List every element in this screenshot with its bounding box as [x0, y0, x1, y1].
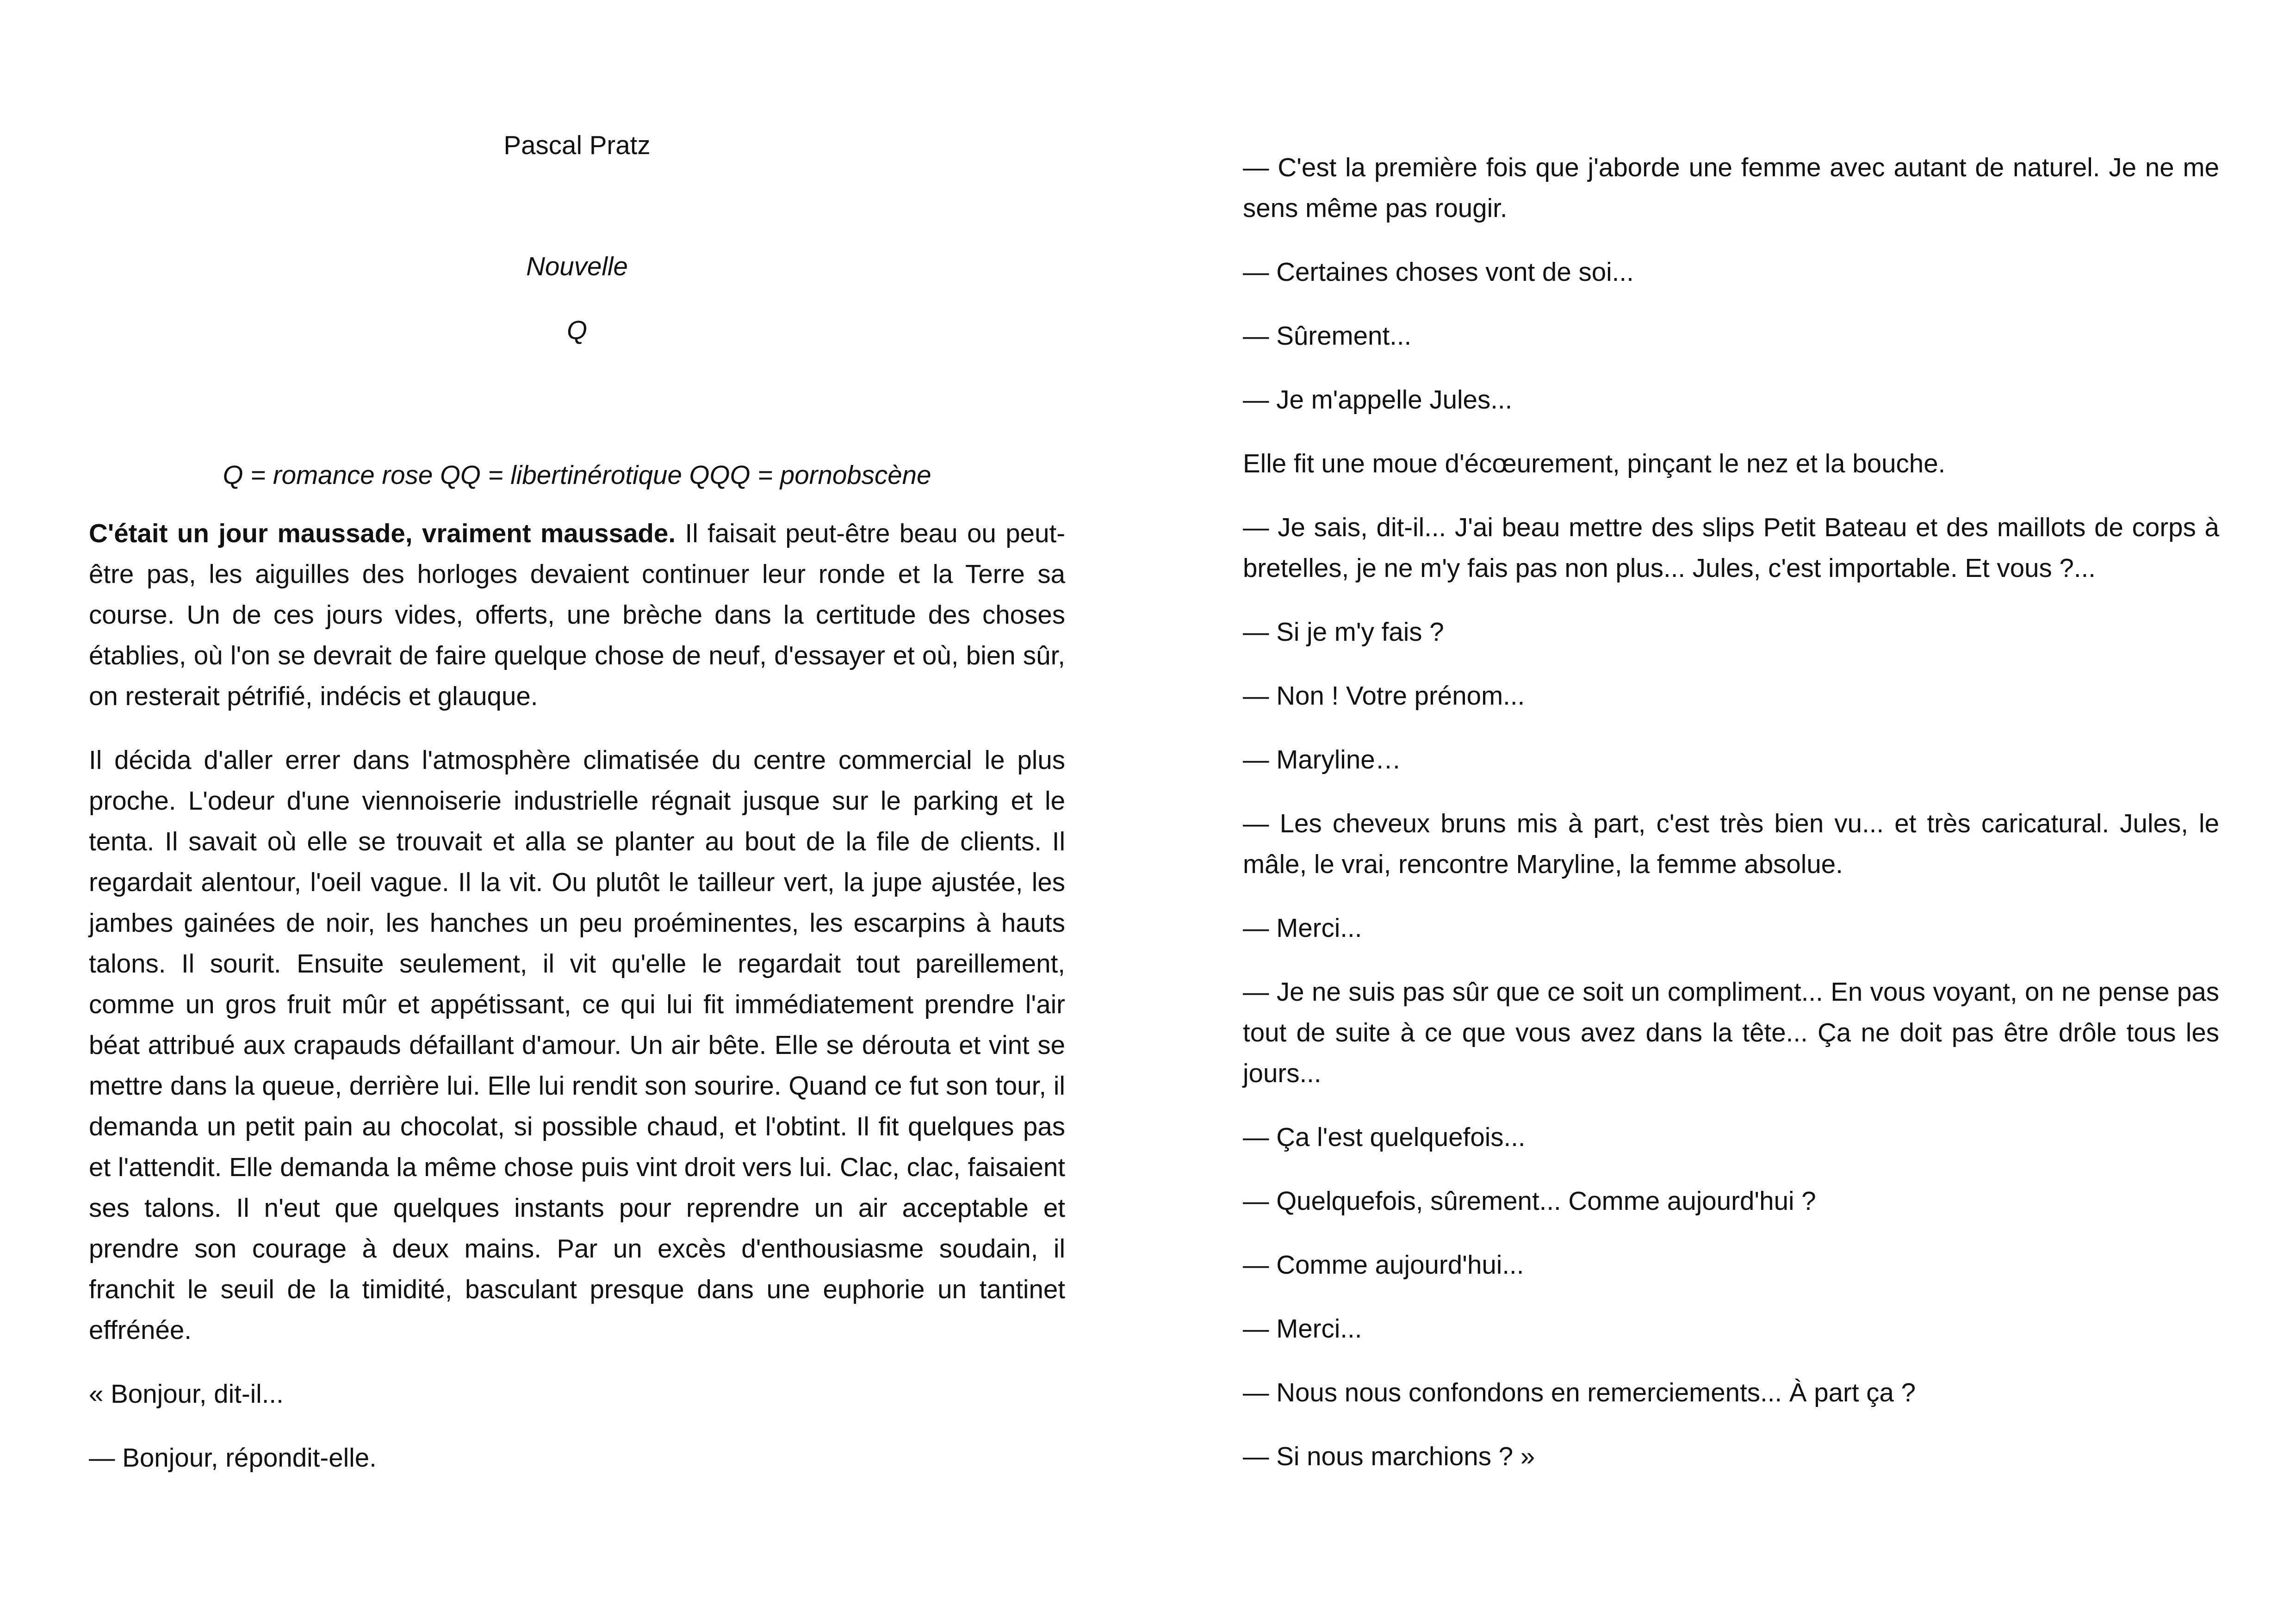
narration-line: Elle fit une moue d'écœurement, pinçant le nez et la bouche.: [1243, 449, 1946, 478]
opening-bold-sentence: C'était un jour maussade, vraiment maussade.: [89, 519, 676, 548]
dialogue-line: — Quelquefois, sûrement... Comme aujourd'hui ?: [1243, 1186, 1816, 1215]
dialogue-line: — Bonjour, répondit-elle.: [89, 1443, 377, 1472]
dialogue-line: — Merci...: [1243, 913, 1362, 942]
dialogue-line: — Comme aujourd'hui...: [1243, 1250, 1524, 1279]
dialogue-line: — Sûrement...: [1243, 321, 1412, 350]
rating-label: Q: [567, 316, 587, 345]
dialogue-line: — Certaines choses vont de soi...: [1243, 257, 1634, 286]
paragraph: Il décida d'aller errer dans l'atmosphère climatisée du centre commercial le plus proche. L'odeur d'une viennoiserie industrielle régnait jusque sur le parking et le tenta. Il savait où elle se trouvait et alla se planter au bout de la file de clients. Il regardait alentour, l'oeil vague. Il la vit. Ou plutôt le tailleur vert, la jupe ajustée, les jambes gainées de noir, les hanches un peu proéminentes, les escarpins à hauts talons. Il sourit. Ensuite seulement, il vit qu'elle le regardait tout pareillement, comme un gros fruit mûr et appétissant, ce qui lui fit immédiatement prendre l'air béat attribué aux crapauds défaillant d'amour. Un air bête. Elle se dérouta et vint se mettre dans la queue, derrière lui. Elle lui rendit son sourire. Quand ce fut son tour, il demanda un petit pain au chocolat, si possible chaud, et l'obtint. Il fit quelques pas et l'attendit. Elle demanda la même chose puis vint droit vers lui. Clac, clac, faisaient ses talons. Il n'eut que quelques instants pour reprendre un air acceptable et prendre son courage à deux mains. Par un excès d'enthousiasme soudain, il franchit le seuil de la timidité, basculant presque dans une euphorie un tantinet effrénée.: [89, 745, 1065, 1344]
right-column: [1243, 0, 2219, 1500]
rating-legend: Q = romance rose QQ = libertinérotique QQQ = pornobscène: [223, 460, 931, 489]
author-name: Pascal Pratz: [503, 130, 651, 160]
dialogue-line: — Nous nous confondons en remerciements... À part ça ?: [1243, 1378, 1916, 1407]
opening-paragraph-text: Il faisait peut-être beau ou peut-être pas, les aiguilles des horloges devaient continuer leur ronde et la Terre sa course. Un de ces jours vides, offerts, une brèche dans la certitude des choses établies, où l'on se devrait de faire quelque chose de neuf, d'essayer et où, bien sûr, on resterait pétrifié, indécis et glauque.: [89, 519, 1066, 711]
dialogue-line: — Je sais, dit-il... J'ai beau mettre des slips Petit Bateau et des maillots de corps à bretelles, je ne m'y fais pas non plus... Jules, c'est importable. Et vous ?...: [1243, 513, 2219, 582]
dialogue-line: — Non ! Votre prénom...: [1243, 681, 1525, 710]
opening-paragraph: [89, 513, 1065, 717]
dialogue-line: — Si nous marchions ? »: [1243, 1442, 1535, 1471]
dialogue-line: « Bonjour, dit-il...: [89, 1379, 284, 1408]
dialogue-line: — Si je m'y fais ?: [1243, 617, 1444, 646]
dialogue-line: — Je ne suis pas sûr que ce soit un compliment... En vous voyant, on ne pense pas tout de suite à ce que vous avez dans la tête... Ça ne doit pas être drôle tous les jours...: [1243, 977, 2219, 1088]
dialogue-line: — Les cheveux bruns mis à part, c'est très bien vu... et très caricatural. Jules, le mâle, le vrai, rencontre Maryline, la femme absolue.: [1243, 809, 2219, 879]
dialogue-line: — C'est la première fois que j'aborde une femme avec autant de naturel. Je ne me sens même pas rougir.: [1243, 153, 2219, 223]
dialogue-line: — Merci...: [1243, 1314, 1362, 1343]
genre-label: Nouvelle: [526, 252, 628, 281]
dialogue-line: — Je m'appelle Jules...: [1243, 385, 1513, 414]
dialogue-line: — Ça l'est quelquefois...: [1243, 1122, 1526, 1152]
dialogue-line: — Maryline…: [1243, 745, 1402, 774]
left-column: [89, 0, 1065, 1501]
